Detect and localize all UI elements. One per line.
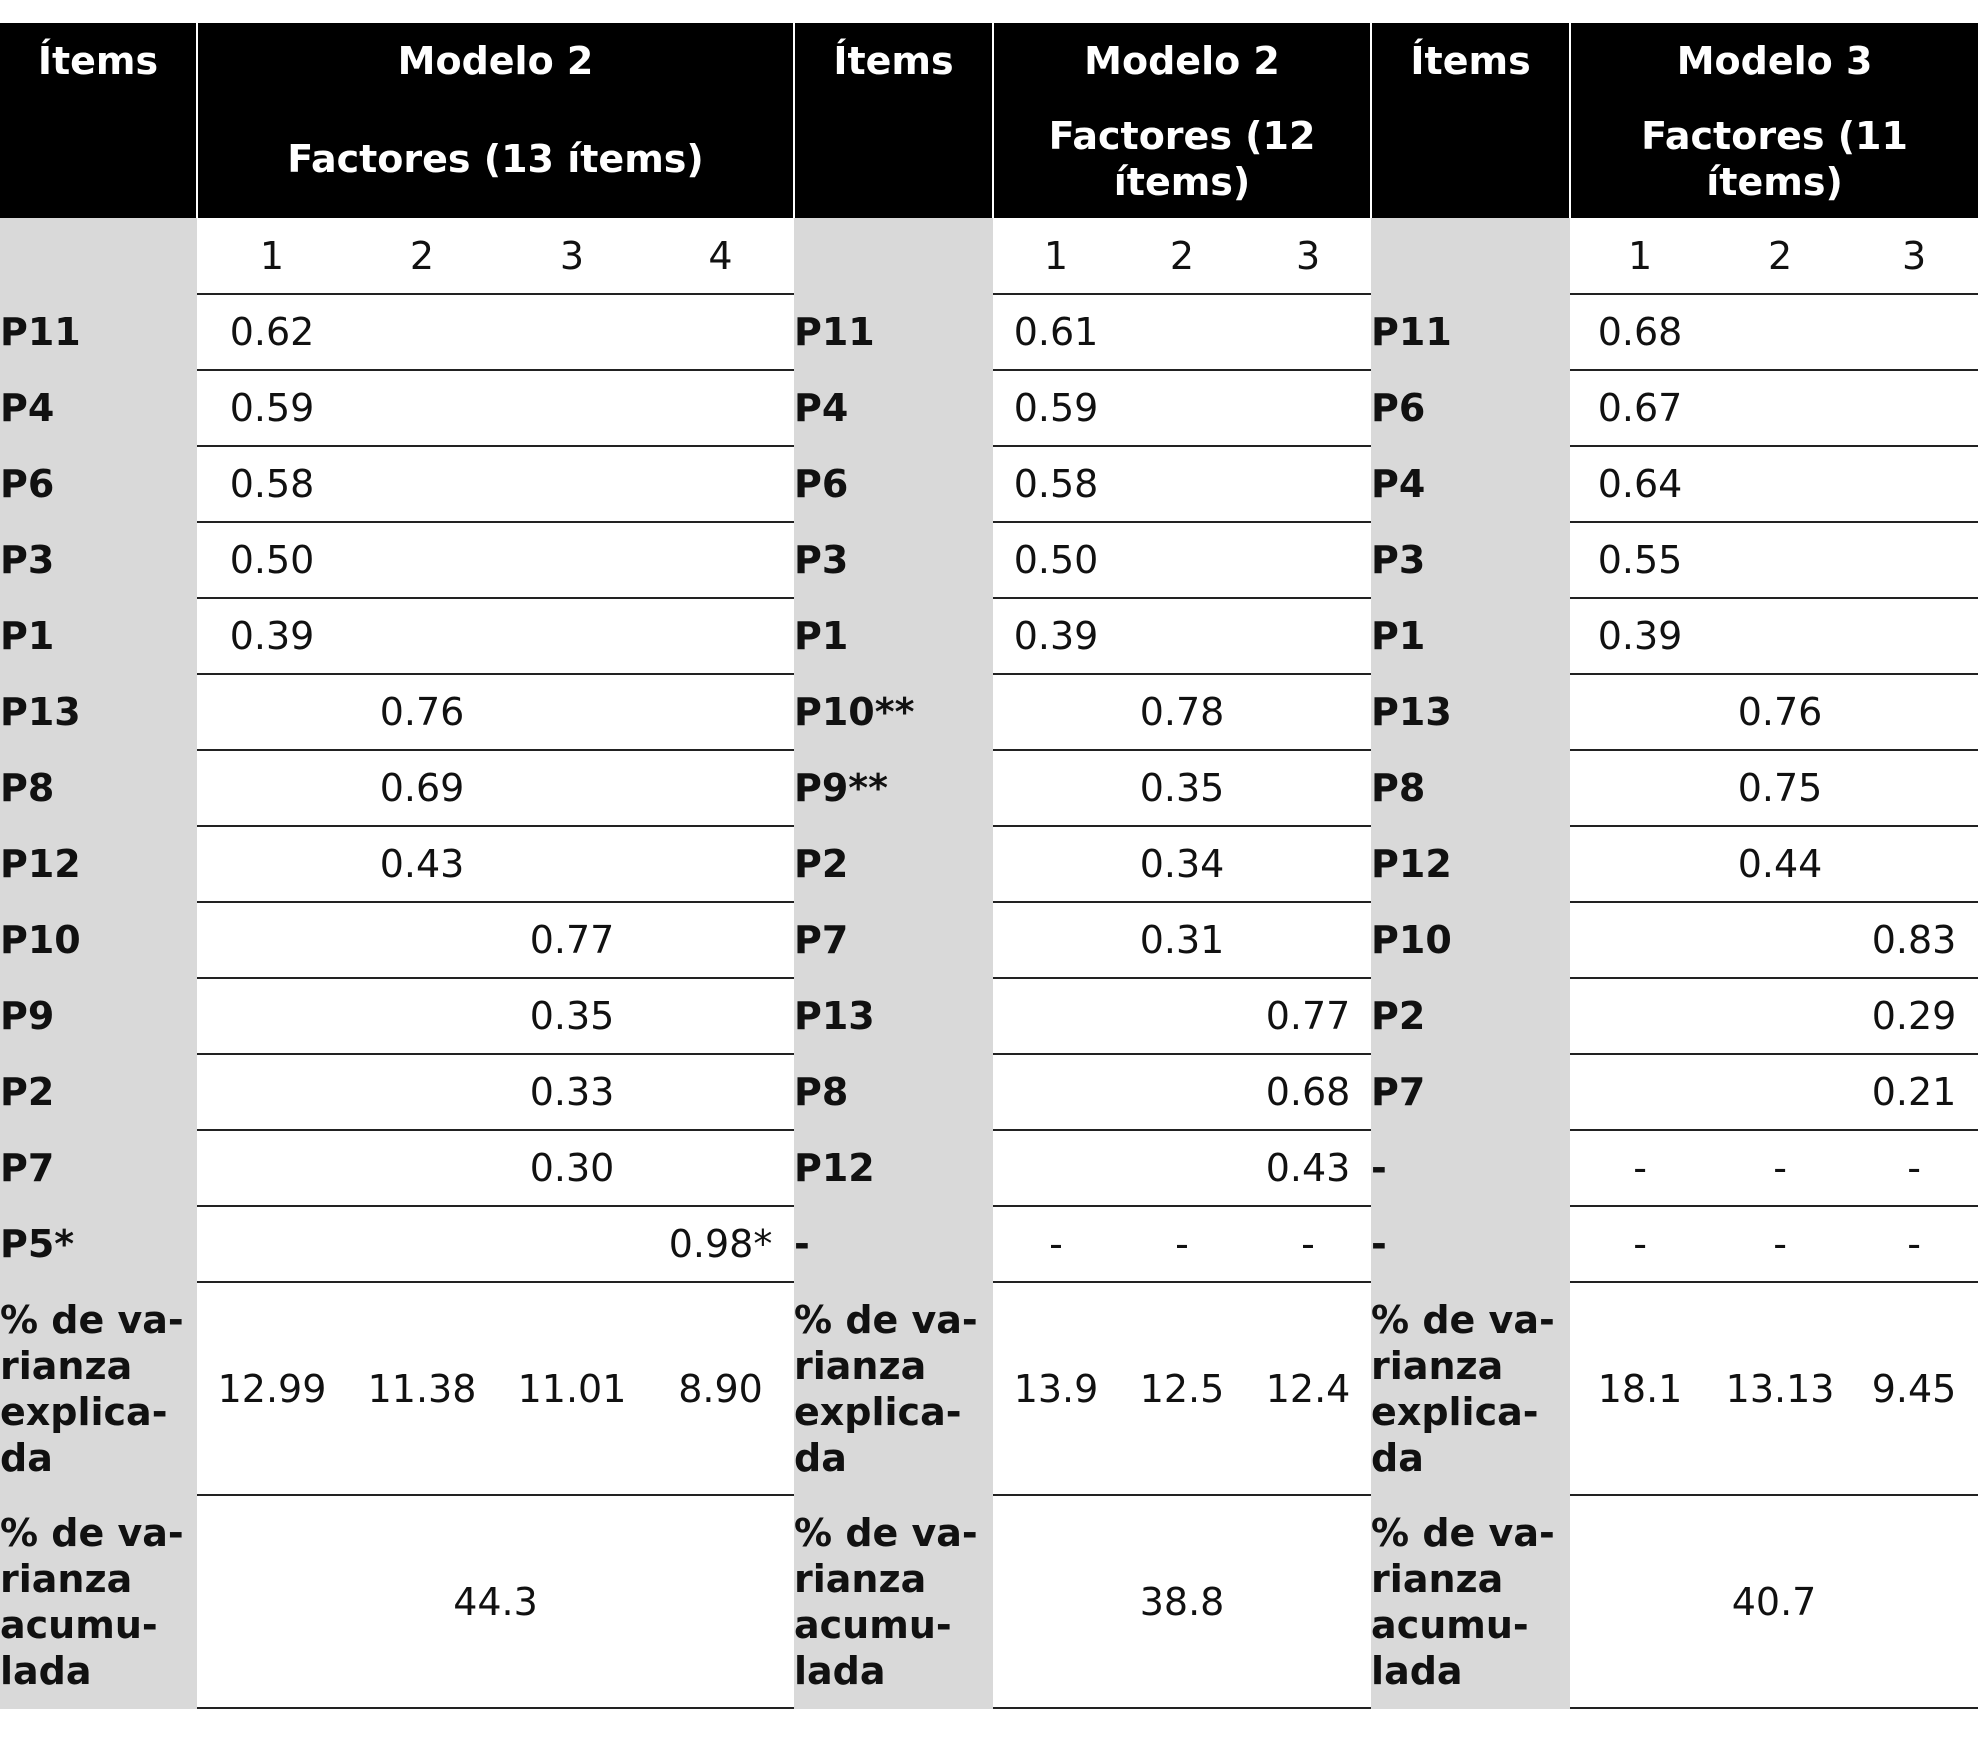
loading-value bbox=[1710, 370, 1850, 446]
loading-value: 0.83 bbox=[1850, 902, 1978, 978]
loading-value bbox=[1245, 522, 1371, 598]
item-label: P3 bbox=[1371, 522, 1570, 598]
table-row bbox=[0, 902, 1978, 978]
loading-value bbox=[497, 522, 647, 598]
loading-value: - bbox=[1710, 1130, 1850, 1206]
loading-value bbox=[647, 1054, 794, 1130]
loading-value bbox=[347, 902, 497, 978]
item-label: P4 bbox=[0, 370, 197, 446]
loading-value bbox=[497, 826, 647, 902]
loading-value bbox=[1570, 902, 1710, 978]
loading-value bbox=[1570, 674, 1710, 750]
row-label-line: rianza bbox=[0, 1343, 133, 1388]
loading-value bbox=[347, 294, 497, 370]
row-label-line: rianza bbox=[794, 1343, 927, 1388]
loading-value bbox=[347, 978, 497, 1054]
loading-value: 0.44 bbox=[1710, 826, 1850, 902]
item-label: P2 bbox=[0, 1054, 197, 1130]
loading-value bbox=[1710, 902, 1850, 978]
items-header: Ítems bbox=[1371, 23, 1570, 99]
row-label-line: rianza bbox=[1371, 1556, 1504, 1601]
variance-value: 12.5 bbox=[1119, 1282, 1245, 1495]
loading-value bbox=[497, 674, 647, 750]
loading-value bbox=[1570, 826, 1710, 902]
variance-value: 11.38 bbox=[347, 1282, 497, 1495]
item-label: P7 bbox=[1371, 1054, 1570, 1130]
loading-value bbox=[1119, 1130, 1245, 1206]
loading-value bbox=[1245, 294, 1371, 370]
loading-value: 0.62 bbox=[197, 294, 347, 370]
loading-value bbox=[1119, 1054, 1245, 1130]
loading-value: 0.78 bbox=[1119, 674, 1245, 750]
factors-header: Factores (11 ítems) bbox=[1570, 99, 1978, 218]
row-label-line: lada bbox=[1371, 1648, 1463, 1693]
item-label: - bbox=[1371, 1130, 1570, 1206]
item-label: P13 bbox=[0, 674, 197, 750]
variance-value: 9.45 bbox=[1850, 1282, 1978, 1495]
item-label: P6 bbox=[0, 446, 197, 522]
loading-value: 0.76 bbox=[347, 674, 497, 750]
loading-value bbox=[197, 1206, 347, 1282]
row-label-line: da bbox=[0, 1435, 53, 1480]
row-label bbox=[794, 1282, 993, 1495]
loading-value bbox=[1570, 978, 1710, 1054]
loading-value bbox=[197, 1130, 347, 1206]
table-row bbox=[0, 294, 1978, 370]
loading-value bbox=[1245, 750, 1371, 826]
table-row bbox=[0, 750, 1978, 826]
item-label: P8 bbox=[794, 1054, 993, 1130]
row-label-line: explica- bbox=[1371, 1389, 1539, 1434]
item-label: P2 bbox=[794, 826, 993, 902]
row-label-line: explica- bbox=[794, 1389, 962, 1434]
loading-value bbox=[1119, 978, 1245, 1054]
loading-value: 0.33 bbox=[497, 1054, 647, 1130]
item-label: P8 bbox=[1371, 750, 1570, 826]
loading-value bbox=[1245, 598, 1371, 674]
loading-value bbox=[1710, 598, 1850, 674]
loading-value: 0.68 bbox=[1570, 294, 1710, 370]
loading-value bbox=[347, 370, 497, 446]
loading-value bbox=[497, 1206, 647, 1282]
item-label: P13 bbox=[1371, 674, 1570, 750]
factors-header: Factores (12 ítems) bbox=[993, 99, 1371, 218]
table-row bbox=[0, 446, 1978, 522]
factors-header: Factores (13 ítems) bbox=[197, 99, 794, 218]
item-label: P11 bbox=[0, 294, 197, 370]
items-cell-empty bbox=[0, 218, 197, 294]
loading-value bbox=[347, 598, 497, 674]
loading-value bbox=[197, 902, 347, 978]
row-label-line: % de va- bbox=[1371, 1510, 1555, 1555]
loading-value bbox=[1119, 446, 1245, 522]
empty-header-cell bbox=[0, 99, 197, 218]
item-label: P10 bbox=[0, 902, 197, 978]
loading-value bbox=[1850, 674, 1978, 750]
item-label: P1 bbox=[794, 598, 993, 674]
loading-value: 0.43 bbox=[1245, 1130, 1371, 1206]
loading-value: 0.29 bbox=[1850, 978, 1978, 1054]
header-row-factors bbox=[0, 99, 1978, 218]
loading-value bbox=[1570, 1054, 1710, 1130]
loading-value: 0.61 bbox=[993, 294, 1119, 370]
loading-value: 0.75 bbox=[1710, 750, 1850, 826]
variance-value: 13.9 bbox=[993, 1282, 1119, 1495]
item-label: P11 bbox=[794, 294, 993, 370]
table-row bbox=[0, 978, 1978, 1054]
factor-number: 3 bbox=[1850, 218, 1978, 294]
loading-value: 0.69 bbox=[347, 750, 497, 826]
row-label-line: rianza bbox=[1371, 1343, 1504, 1388]
row-label-line: % de va- bbox=[1371, 1297, 1555, 1342]
loading-value: - bbox=[993, 1206, 1119, 1282]
loading-value bbox=[1119, 294, 1245, 370]
factor-number: 1 bbox=[197, 218, 347, 294]
loading-value: 0.35 bbox=[497, 978, 647, 1054]
loading-value: - bbox=[1850, 1130, 1978, 1206]
row-label-line: da bbox=[794, 1435, 847, 1480]
row-label-line: acumu- bbox=[794, 1602, 952, 1647]
row-label-line: % de va- bbox=[794, 1510, 978, 1555]
loading-value bbox=[1710, 294, 1850, 370]
factor-number: 3 bbox=[1245, 218, 1371, 294]
item-label: P3 bbox=[794, 522, 993, 598]
loading-value bbox=[1710, 522, 1850, 598]
table-row bbox=[0, 598, 1978, 674]
loading-value bbox=[1119, 598, 1245, 674]
item-label: P4 bbox=[1371, 446, 1570, 522]
loading-value bbox=[647, 674, 794, 750]
loading-value bbox=[1245, 446, 1371, 522]
loading-value bbox=[993, 902, 1119, 978]
table-row bbox=[0, 522, 1978, 598]
item-label: P9** bbox=[794, 750, 993, 826]
empty-header-cell bbox=[794, 99, 993, 218]
loading-value bbox=[347, 522, 497, 598]
loading-value bbox=[497, 446, 647, 522]
loading-value bbox=[1710, 446, 1850, 522]
table-row bbox=[0, 826, 1978, 902]
cumulative-value: 44.3 bbox=[197, 1495, 794, 1708]
row-label-line: acumu- bbox=[1371, 1602, 1529, 1647]
loading-value: - bbox=[1570, 1206, 1710, 1282]
model-header: Modelo 2 bbox=[197, 23, 794, 99]
row-label-line: % de va- bbox=[0, 1510, 184, 1555]
loading-value bbox=[1850, 598, 1978, 674]
variance-value: 11.01 bbox=[497, 1282, 647, 1495]
row-label-line: lada bbox=[794, 1648, 886, 1693]
loading-value bbox=[197, 826, 347, 902]
row-label bbox=[1371, 1495, 1570, 1708]
loading-value: 0.39 bbox=[1570, 598, 1710, 674]
variance-value: 13.13 bbox=[1710, 1282, 1850, 1495]
row-label-line: % de va- bbox=[794, 1297, 978, 1342]
loading-value bbox=[647, 446, 794, 522]
row-label-line: acumu- bbox=[0, 1602, 158, 1647]
item-label: P1 bbox=[1371, 598, 1570, 674]
loading-value bbox=[993, 1054, 1119, 1130]
loading-value bbox=[347, 1130, 497, 1206]
factor-number: 1 bbox=[993, 218, 1119, 294]
loading-value bbox=[993, 674, 1119, 750]
item-label: P10** bbox=[794, 674, 993, 750]
item-label: P11 bbox=[1371, 294, 1570, 370]
row-label-line: rianza bbox=[794, 1556, 927, 1601]
loading-value bbox=[497, 750, 647, 826]
variance-value: 18.1 bbox=[1570, 1282, 1710, 1495]
loading-value bbox=[197, 674, 347, 750]
item-label: P12 bbox=[1371, 826, 1570, 902]
loading-value bbox=[1245, 674, 1371, 750]
loading-value bbox=[1245, 826, 1371, 902]
row-label-line: lada bbox=[0, 1648, 92, 1693]
loading-value bbox=[1850, 294, 1978, 370]
loading-value bbox=[647, 750, 794, 826]
row-label-line: da bbox=[1371, 1435, 1424, 1480]
loading-value bbox=[1570, 750, 1710, 826]
item-label: P5* bbox=[0, 1206, 197, 1282]
factor-number-row bbox=[0, 218, 1978, 294]
loading-value bbox=[497, 294, 647, 370]
loading-value bbox=[1850, 750, 1978, 826]
loading-value bbox=[197, 750, 347, 826]
loading-value bbox=[993, 978, 1119, 1054]
table-row bbox=[0, 1206, 1978, 1282]
table-row bbox=[0, 1130, 1978, 1206]
cumulative-value: 40.7 bbox=[1570, 1495, 1978, 1708]
loading-value: 0.77 bbox=[497, 902, 647, 978]
loading-value bbox=[1245, 902, 1371, 978]
loading-value: 0.39 bbox=[197, 598, 347, 674]
variance-cumulative-row bbox=[0, 1495, 1978, 1708]
loading-value: 0.59 bbox=[993, 370, 1119, 446]
item-label: P4 bbox=[794, 370, 993, 446]
loading-value: 0.68 bbox=[1245, 1054, 1371, 1130]
loading-value bbox=[647, 902, 794, 978]
loading-value: 0.77 bbox=[1245, 978, 1371, 1054]
item-label: P6 bbox=[1371, 370, 1570, 446]
loading-value bbox=[347, 446, 497, 522]
loading-value: 0.76 bbox=[1710, 674, 1850, 750]
loading-value bbox=[197, 1054, 347, 1130]
factor-number: 3 bbox=[497, 218, 647, 294]
loading-value bbox=[993, 826, 1119, 902]
loading-value bbox=[993, 750, 1119, 826]
item-label: P1 bbox=[0, 598, 197, 674]
loading-value: 0.98* bbox=[647, 1206, 794, 1282]
factor-number: 2 bbox=[1710, 218, 1850, 294]
item-label: P12 bbox=[0, 826, 197, 902]
factor-number: 4 bbox=[647, 218, 794, 294]
header-row-models bbox=[0, 23, 1978, 99]
loading-value: 0.50 bbox=[993, 522, 1119, 598]
loading-value bbox=[647, 978, 794, 1054]
empty-header-cell bbox=[1371, 99, 1570, 218]
items-header: Ítems bbox=[794, 23, 993, 99]
loading-value bbox=[1850, 522, 1978, 598]
loading-value bbox=[1119, 522, 1245, 598]
item-label: P2 bbox=[1371, 978, 1570, 1054]
item-label: P7 bbox=[0, 1130, 197, 1206]
row-label-line: rianza bbox=[0, 1556, 133, 1601]
item-label: P8 bbox=[0, 750, 197, 826]
item-label: - bbox=[794, 1206, 993, 1282]
loading-value bbox=[993, 1130, 1119, 1206]
loading-value: 0.64 bbox=[1570, 446, 1710, 522]
loading-value bbox=[647, 826, 794, 902]
loading-value bbox=[647, 370, 794, 446]
items-cell-empty bbox=[1371, 218, 1570, 294]
factor-number: 1 bbox=[1570, 218, 1710, 294]
loading-value bbox=[1710, 1054, 1850, 1130]
loading-value: 0.59 bbox=[197, 370, 347, 446]
loading-value: - bbox=[1850, 1206, 1978, 1282]
model-header: Modelo 3 bbox=[1570, 23, 1978, 99]
loading-value: 0.34 bbox=[1119, 826, 1245, 902]
item-label: P6 bbox=[794, 446, 993, 522]
loading-value: 0.58 bbox=[197, 446, 347, 522]
loading-value: 0.35 bbox=[1119, 750, 1245, 826]
loading-value bbox=[1710, 978, 1850, 1054]
loading-value: - bbox=[1570, 1130, 1710, 1206]
loading-value bbox=[497, 598, 647, 674]
loading-value bbox=[497, 370, 647, 446]
table-row bbox=[0, 1054, 1978, 1130]
variance-value: 12.4 bbox=[1245, 1282, 1371, 1495]
loading-value bbox=[347, 1206, 497, 1282]
factor-number: 2 bbox=[347, 218, 497, 294]
variance-explained-row bbox=[0, 1282, 1978, 1495]
factor-loadings-table bbox=[0, 23, 1978, 1709]
model-header: Modelo 2 bbox=[993, 23, 1371, 99]
loading-value bbox=[1850, 446, 1978, 522]
loading-value bbox=[647, 294, 794, 370]
item-label: P10 bbox=[1371, 902, 1570, 978]
table-row bbox=[0, 370, 1978, 446]
loading-value bbox=[1850, 826, 1978, 902]
loading-value: 0.58 bbox=[993, 446, 1119, 522]
loading-value: - bbox=[1245, 1206, 1371, 1282]
row-label bbox=[0, 1495, 197, 1708]
item-label: P3 bbox=[0, 522, 197, 598]
loading-value bbox=[1119, 370, 1245, 446]
loading-value bbox=[647, 522, 794, 598]
row-label bbox=[1371, 1282, 1570, 1495]
cumulative-value: 38.8 bbox=[993, 1495, 1371, 1708]
item-label: P7 bbox=[794, 902, 993, 978]
loading-value bbox=[1850, 370, 1978, 446]
row-label-line: explica- bbox=[0, 1389, 168, 1434]
loading-value: 0.31 bbox=[1119, 902, 1245, 978]
items-cell-empty bbox=[794, 218, 993, 294]
loading-value: - bbox=[1710, 1206, 1850, 1282]
loading-value: 0.55 bbox=[1570, 522, 1710, 598]
row-label bbox=[0, 1282, 197, 1495]
loading-value: 0.43 bbox=[347, 826, 497, 902]
item-label: P9 bbox=[0, 978, 197, 1054]
variance-value: 8.90 bbox=[647, 1282, 794, 1495]
factor-number: 2 bbox=[1119, 218, 1245, 294]
item-label: - bbox=[1371, 1206, 1570, 1282]
loading-value bbox=[647, 1130, 794, 1206]
loading-value: 0.21 bbox=[1850, 1054, 1978, 1130]
loading-value: 0.67 bbox=[1570, 370, 1710, 446]
loading-value: 0.39 bbox=[993, 598, 1119, 674]
items-header: Ítems bbox=[0, 23, 197, 99]
loading-value bbox=[197, 978, 347, 1054]
loading-value: 0.50 bbox=[197, 522, 347, 598]
loading-value bbox=[1245, 370, 1371, 446]
item-label: P12 bbox=[794, 1130, 993, 1206]
loading-value: - bbox=[1119, 1206, 1245, 1282]
loading-value bbox=[347, 1054, 497, 1130]
variance-value: 12.99 bbox=[197, 1282, 347, 1495]
row-label-line: % de va- bbox=[0, 1297, 184, 1342]
loading-value bbox=[647, 598, 794, 674]
item-label: P13 bbox=[794, 978, 993, 1054]
row-label bbox=[794, 1495, 993, 1708]
loading-value: 0.30 bbox=[497, 1130, 647, 1206]
table-row bbox=[0, 674, 1978, 750]
